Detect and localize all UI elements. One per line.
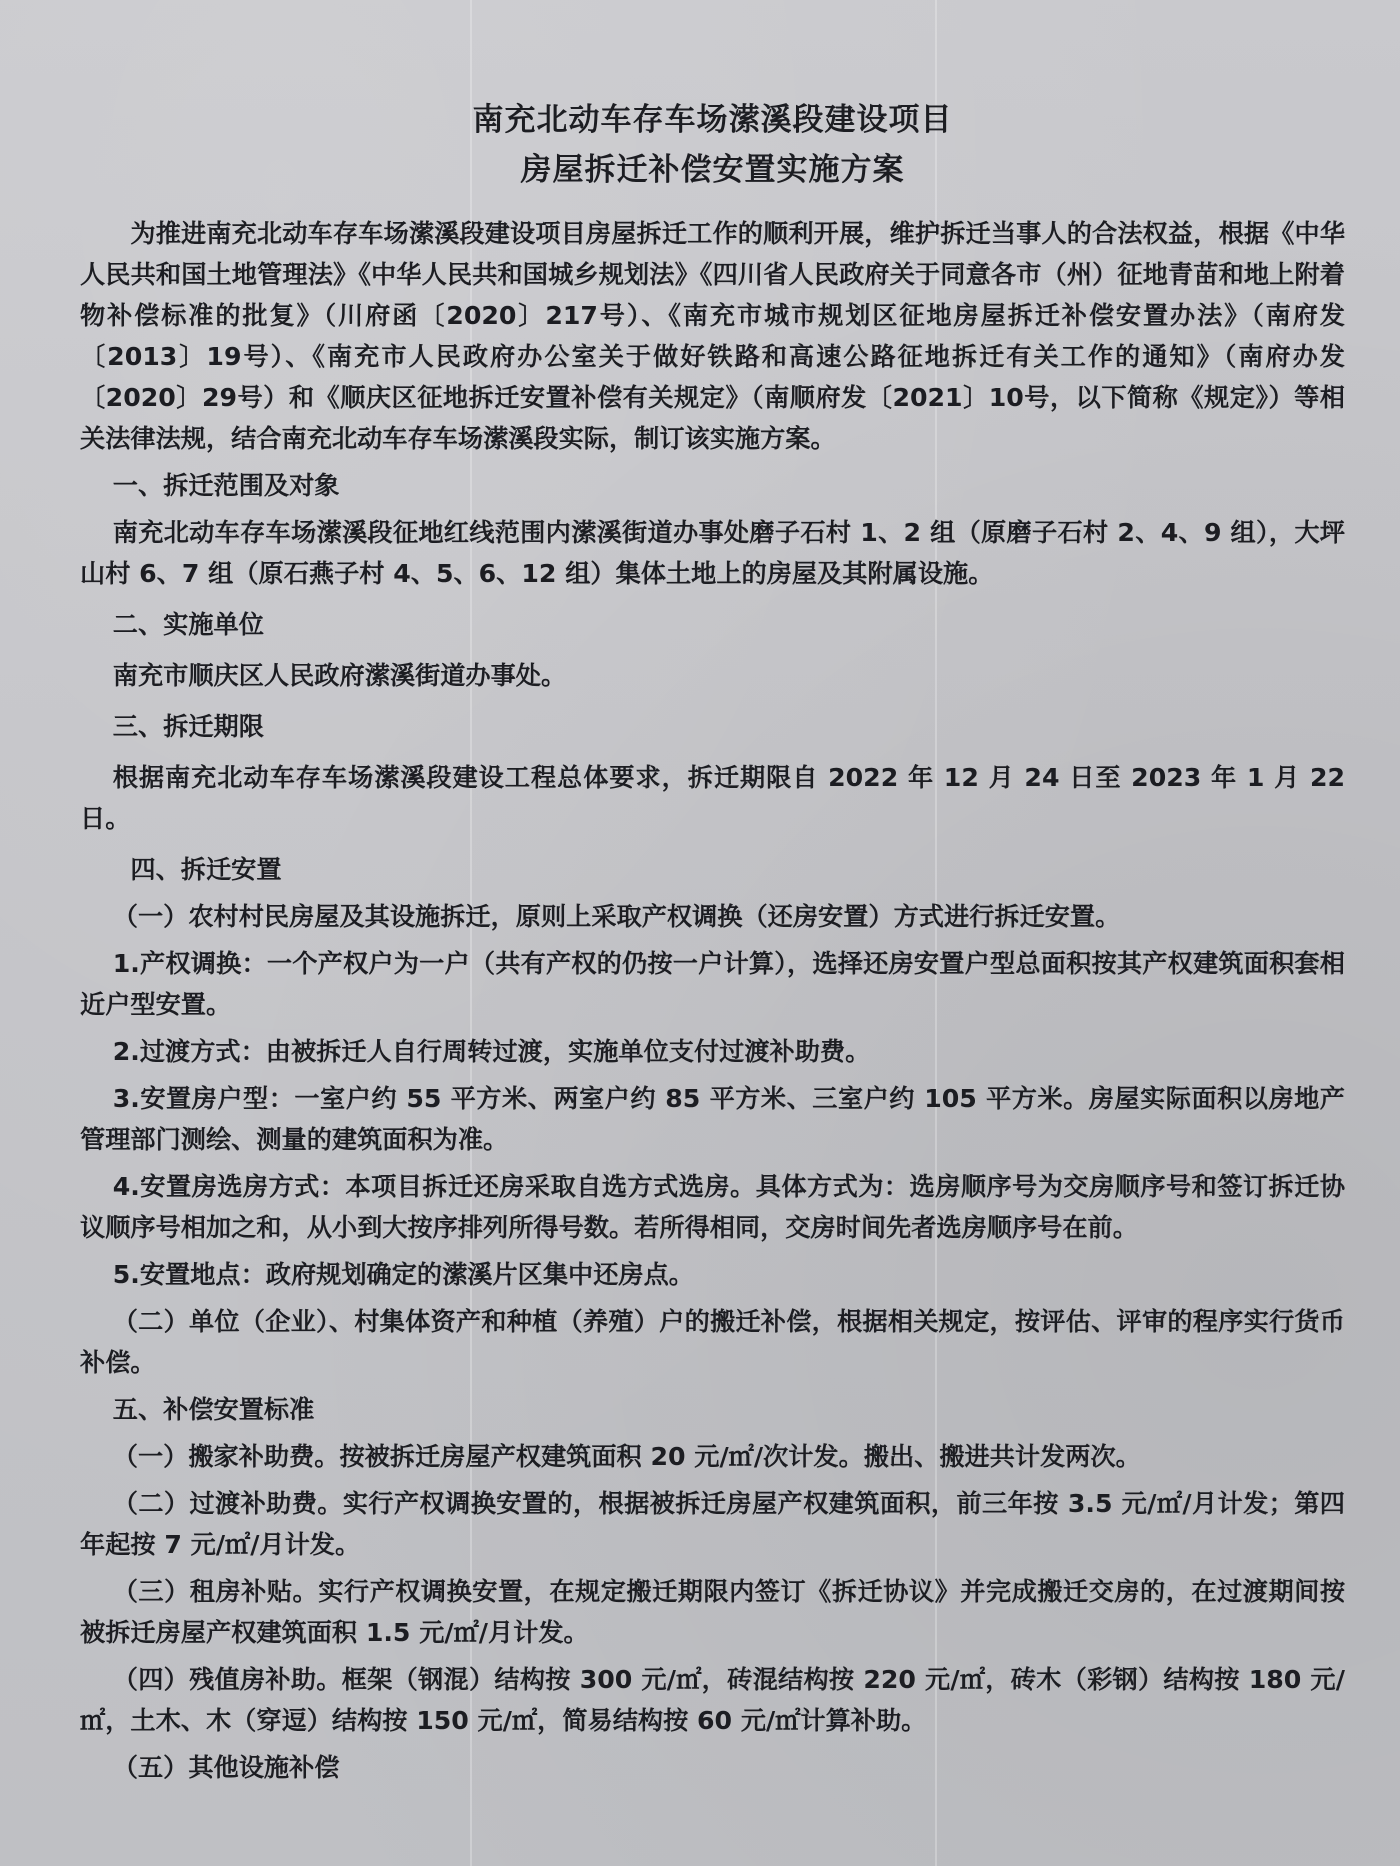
compensation-item-3: （三）租房补贴。实行产权调换安置，在规定搬迁期限内签订《拆迁协议》并完成搬迁交房的，在过渡期间按被拆迁房屋产权建筑面积 1.5 元/㎡/月计发。 — [80, 1577, 1345, 1647]
period-paragraph: 根据南充北动车存车场潆溪段建设工程总体要求，拆迁期限自 2022 年 12 月 24 日至 2023 年 1 月 22 日。 — [80, 763, 1345, 833]
document-text — [80, 213, 1345, 1788]
section-heading-resettlement: 四、拆迁安置 — [130, 855, 282, 884]
document-title — [80, 95, 1345, 195]
title-line-1: 南充北动车存车场潆溪段建设项目 — [472, 102, 953, 138]
resettlement-subitem-2: 2.过渡方式：由被拆迁人自行周转过渡，实施单位支付过渡补助费。 — [112, 1037, 871, 1066]
section-heading-compensation: 五、补偿安置标准 — [112, 1395, 315, 1424]
section-heading-implementer: 二、实施单位 — [112, 610, 264, 639]
resettlement-subitem-5: 5.安置地点：政府规划确定的潆溪片区集中还房点。 — [112, 1260, 694, 1289]
title-line-2: 房屋拆迁补偿安置实施方案 — [520, 152, 905, 188]
resettlement-subitem-4: 4.安置房选房方式：本项目拆迁还房采取自选方式选房。具体方式为：选房顺序号为交房顺序号和签订拆迁协议顺序号相加之和，从小到大按序排列所得号数。若所得相同，交房时间先者选房顺序号在前。 — [80, 1172, 1345, 1242]
preamble-paragraph: 为推进南充北动车存车场潆溪段建设项目房屋拆迁工作的顺利开展，维护拆迁当事人的合法权益，根据《中华人民共和国土地管理法》《中华人民共和国城乡规划法》《四川省人民政府关于同意各市（州）征地青苗和地上附着物补偿标准的批复》（川府函〔2020〕217号）、《南充市城市规划区征地房屋拆迁补偿安置办法》（南府发〔2013〕19号）、《南充市人民政府办公室关于做好铁路和高速公路征地拆迁有关工作的通知》（南府办发〔2020〕29号）和《顺庆区征地拆迁安置补偿有关规定》（南顺府发〔2021〕10号，以下简称《规定》）等相关法律法规，结合南充北动车存车场潆溪段实际，制订该实施方案。 — [80, 219, 1345, 453]
resettlement-item-1: （一）农村村民房屋及其设施拆迁，原则上采取产权调换（还房安置）方式进行拆迁安置。 — [112, 902, 1121, 931]
section-heading-scope: 一、拆迁范围及对象 — [112, 471, 340, 500]
resettlement-subitem-3: 3.安置房户型：一室户约 55 平方米、两室户约 85 平方米、三室户约 105 平方米。房屋实际面积以房地产管理部门测绘、测量的建筑面积为准。 — [80, 1084, 1345, 1154]
implementer-paragraph: 南充市顺庆区人民政府潆溪街道办事处。 — [112, 661, 567, 690]
section-heading-period: 三、拆迁期限 — [112, 712, 264, 741]
compensation-item-1: （一）搬家补助费。按被拆迁房屋产权建筑面积 20 元/㎡/次计发。搬出、搬进共计发两次。 — [112, 1442, 1141, 1471]
scope-paragraph: 南充北动车存车场潆溪段征地红线范围内潆溪街道办事处磨子石村 1、2 组（原磨子石村 2、4、9 组），大坪山村 6、7 组（原石燕子村 4、5、6、12 组）集体土地上的房屋及其附属设施。 — [80, 518, 1345, 588]
resettlement-subitem-1: 1.产权调换：一个产权户为一户（共有产权的仍按一户计算），选择还房安置户型总面积按其产权建筑面积套相近户型安置。 — [80, 949, 1345, 1019]
document-body — [80, 95, 1345, 1788]
compensation-item-5: （五）其他设施补偿 — [112, 1753, 340, 1782]
resettlement-item-2: （二）单位（企业）、村集体资产和种植（养殖）户的搬迁补偿，根据相关规定，按评估、评审的程序实行货币补偿。 — [80, 1307, 1345, 1377]
compensation-item-4: （四）残值房补助。框架（钢混）结构按 300 元/㎡，砖混结构按 220 元/㎡，砖木（彩钢）结构按 180 元/㎡，土木、木（穿逗）结构按 150 元/㎡，简易结构按 60 元/㎡计算补助。 — [80, 1665, 1345, 1735]
compensation-item-2: （二）过渡补助费。实行产权调换安置的，根据被拆迁房屋产权建筑面积，前三年按 3.5 元/㎡/月计发；第四年起按 7 元/㎡/月计发。 — [80, 1489, 1345, 1559]
